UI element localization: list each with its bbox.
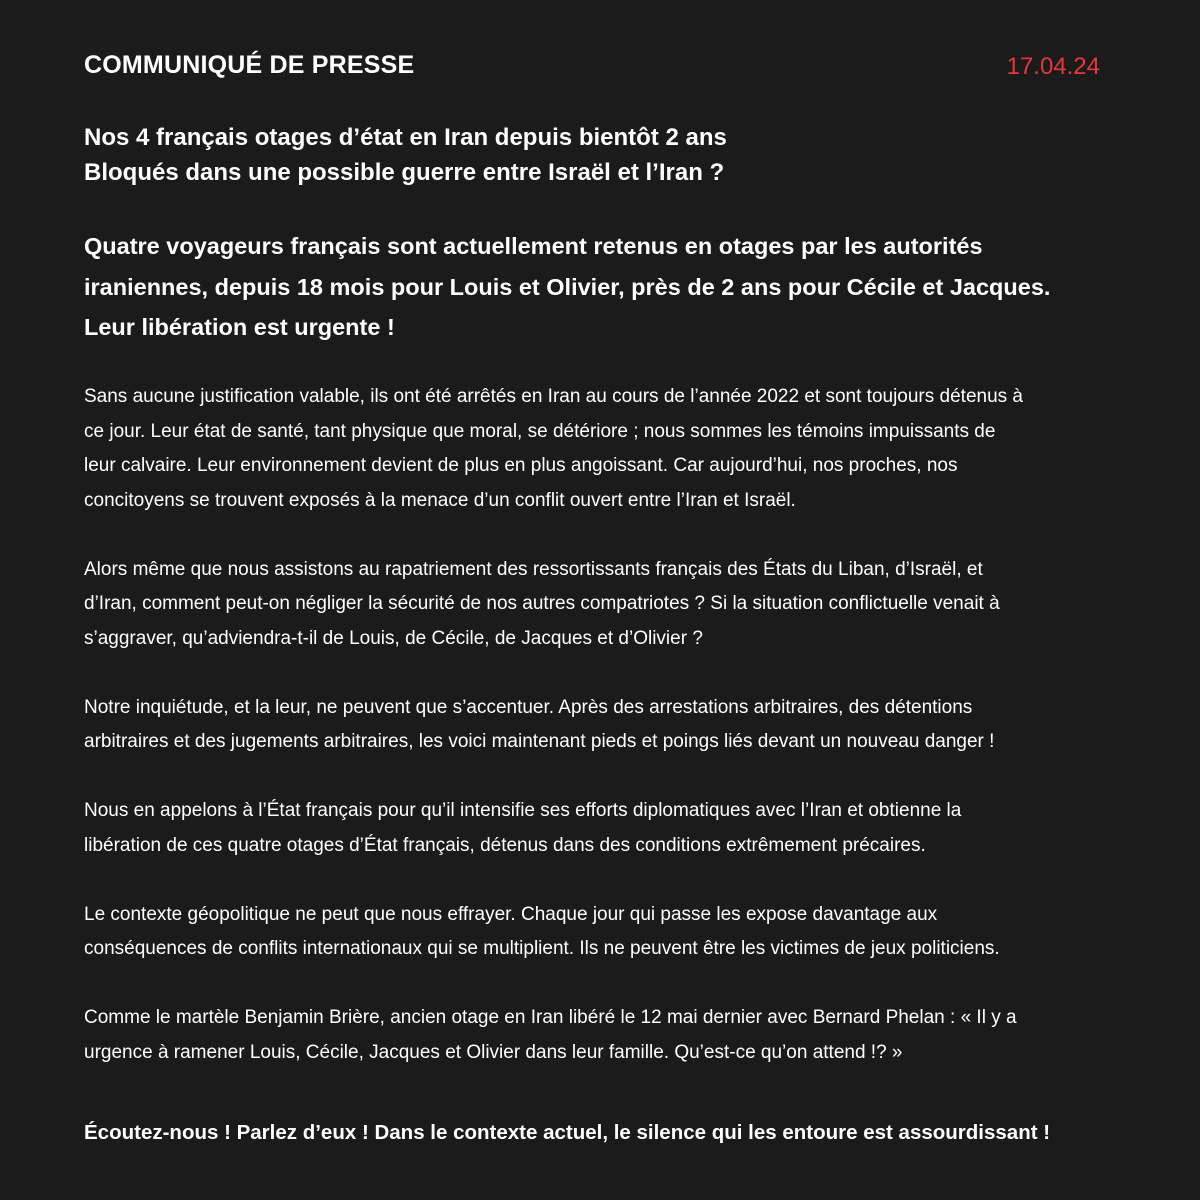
body-line: d’Iran, comment peut-on négliger la sécurité de nos autres compatriotes ? Si la situation conflictuelle venait à [84,593,1000,614]
body-line: Le contexte géopolitique ne peut que nous effrayer. Chaque jour qui passe les expose davantage aux [84,903,938,925]
release-date: 17.04.24 [1006,53,1100,80]
body-line: s’aggraver, qu’adviendra-t-il de Louis, de Cécile, de Jacques et d’Olivier ? [84,627,703,649]
body-line: Nous en appelons à l’État français pour qu’il intensifie ses efforts diplomatiques avec l’Iran et obtienne la [84,800,962,821]
closing-statement: Écoutez-nous ! Parlez d’eux ! Dans le contexte actuel, le silence qui les entoure est assourdissant ! [84,1121,1051,1144]
press-release-label: COMMUNIQUÉ DE PRESSE [84,51,415,79]
body-paragraph [84,898,1124,967]
body-line: conséquences de conflits internationaux qui se multiplient. Ils ne peuvent être les victimes de jeux politiciens. [84,938,1000,959]
lead-paragraph [84,226,1124,348]
body-line: urgence à ramener Louis, Cécile, Jacques et Olivier dans leur famille. Qu’est-ce qu’on attend !? » [84,1041,903,1063]
headline [84,120,727,190]
body-text [84,380,1124,1105]
lead-line: Quatre voyageurs français sont actuellement retenus en otages par les autorités [84,233,983,259]
body-line: libération de ces quatre otages d’État français, détenus dans des conditions extrêmement précaires. [84,834,926,856]
headline-line: Nos 4 français otages d’état en Iran depuis bientôt 2 ans [84,124,727,151]
body-paragraph [84,553,1124,657]
body-line: Sans aucune justification valable, ils ont été arrêtés en Iran au cours de l’année 2022 et sont toujours détenus à [84,386,1023,407]
headline-line: Bloqués dans une possible guerre entre Israël et l’Iran ? [84,159,725,186]
lead-line: iraniennes, depuis 18 mois pour Louis et Olivier, près de 2 ans pour Cécile et Jacques. [84,273,1051,300]
body-line: ce jour. Leur état de santé, tant physique que moral, se détériore ; nous sommes les témoins impuissants de [84,420,996,442]
body-paragraph [84,691,1124,760]
body-line: concitoyens se trouvent exposés à la menace d’un conflit ouvert entre l’Iran et Israël. [84,489,796,511]
body-line: Alors même que nous assistons au rapatriement des ressortissants français des États du Liban, d’Israël, et [84,558,983,580]
body-line: leur calvaire. Leur environnement devient de plus en plus angoissant. Car aujourd’hui, nos proches, nos [84,455,958,476]
body-paragraph [84,1001,1124,1070]
body-line: Notre inquiétude, et la leur, ne peuvent que s’accentuer. Après des arrestations arbitraires, des détentions [84,696,973,718]
body-paragraph [84,794,1124,863]
body-paragraph [84,380,1124,518]
lead-line: Leur libération est urgente ! [84,314,395,340]
body-line: Comme le martèle Benjamin Brière, ancien otage en Iran libéré le 12 mai dernier avec Bernard Phelan : « Il y a [84,1007,1017,1028]
body-line: arbitraires et des jugements arbitraires, les voici maintenant pieds et poings liés devant un nouveau danger ! [84,731,995,752]
